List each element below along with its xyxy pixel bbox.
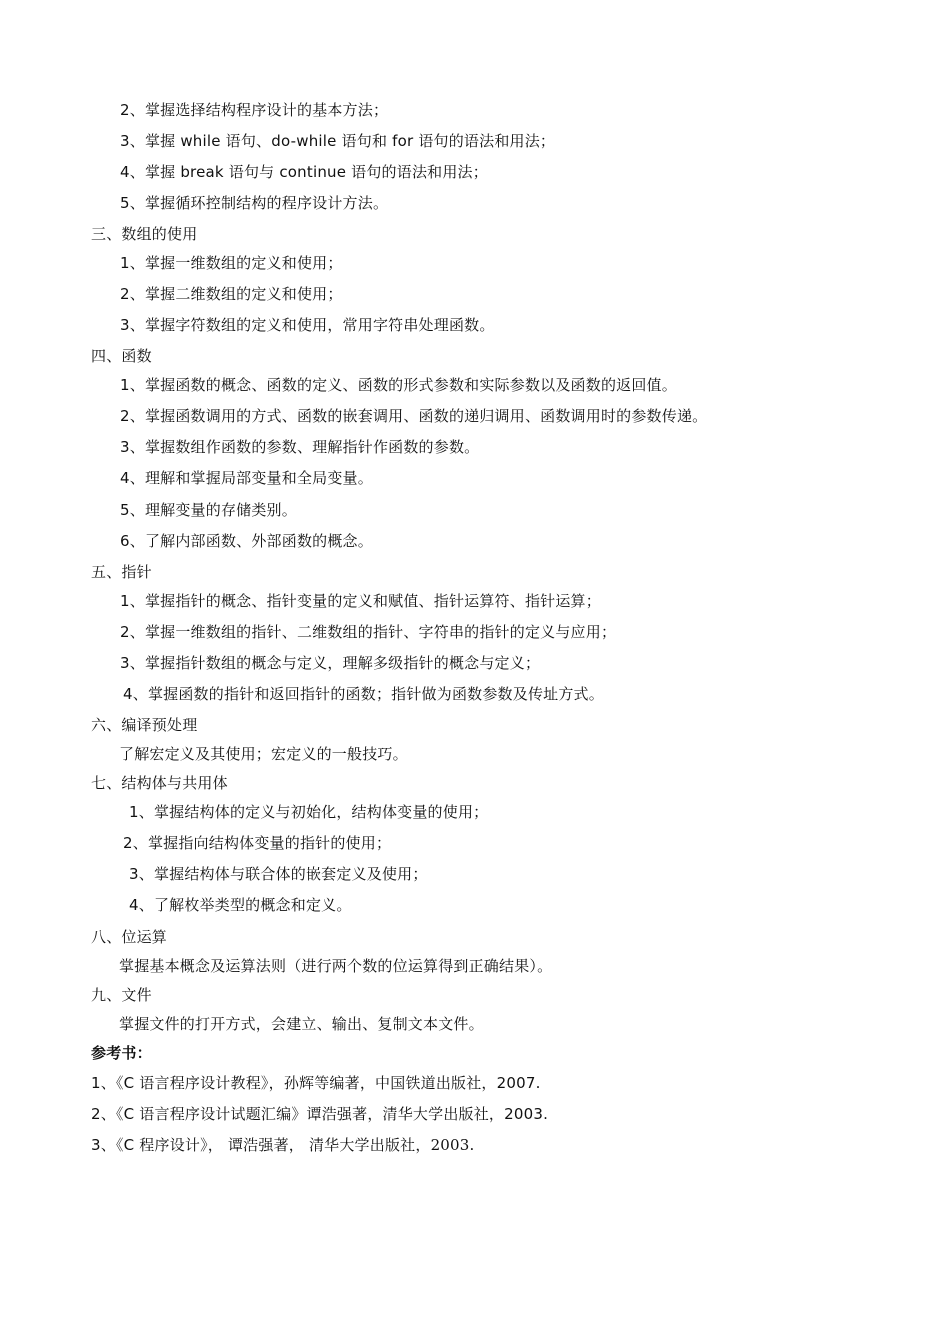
item-text: 语句和 — [336, 132, 393, 150]
item-number: 4 — [120, 469, 130, 487]
item-number: 2 — [120, 407, 130, 425]
item-number: 5 — [120, 194, 130, 212]
item-text: C — [123, 1136, 135, 1154]
item-number: 1 — [91, 1074, 101, 1092]
item-number: 2 — [120, 285, 130, 303]
section-heading: 八、位运算 — [91, 928, 168, 946]
item-number: 1 — [120, 376, 130, 394]
item-number: 4 — [120, 163, 130, 181]
item-number: 1 — [120, 592, 130, 610]
item-number: 3 — [91, 1136, 101, 1154]
list-item — [120, 437, 479, 457]
list-item — [120, 375, 677, 395]
item-text: 、掌握一维数组的指针、二维数组的指针、字符串的指针的定义与应用； — [129, 623, 617, 641]
item-text: 、掌握结构体与联合体的嵌套定义及使用； — [138, 865, 428, 883]
keyword: for — [392, 132, 414, 150]
section-heading: 六、编译预处理 — [91, 716, 198, 734]
list-item — [120, 531, 373, 551]
section-body: 掌握基本概念及运算法则（进行两个数的位运算得到正确结果）。 — [119, 957, 553, 975]
item-text: 、掌握函数调用的方式、函数的嵌套调用、函数的递归调用、函数调用时的参数传递。 — [129, 407, 708, 425]
item-text: 、《 — [100, 1074, 124, 1092]
list-item — [120, 253, 343, 273]
list-item — [120, 406, 707, 426]
references-heading: 参考书： — [91, 1044, 152, 1062]
item-text: 、理解和掌握局部变量和全局变量。 — [129, 469, 373, 487]
item-text: 、掌握二维数组的定义和使用； — [129, 285, 343, 303]
item-number: 2 — [120, 101, 130, 119]
section-heading: 四、函数 — [91, 347, 152, 365]
item-number: 6 — [120, 532, 130, 550]
section-body: 了解宏定义及其使用；宏定义的一般技巧。 — [119, 745, 408, 763]
item-number: 1 — [129, 803, 139, 821]
item-text: 、掌握指针的概念、指针变量的定义和赋值、指针运算符、指针运算； — [129, 592, 601, 610]
item-text: 、掌握循环控制结构的程序设计方法。 — [129, 194, 389, 212]
item-text: 程序设计》， 谭浩强著， 清华大学出版社， — [134, 1136, 431, 1154]
item-text: 、了解内部函数、外部函数的概念。 — [129, 532, 373, 550]
item-year: 2003. — [504, 1105, 549, 1123]
item-number: 3 — [120, 654, 130, 672]
section-heading: 七、结构体与共用体 — [91, 774, 228, 792]
item-number: 3 — [120, 132, 130, 150]
reference-item — [91, 1073, 541, 1093]
item-number: 3 — [120, 438, 130, 456]
list-item — [120, 100, 388, 120]
item-number: 5 — [120, 501, 130, 519]
item-text: 、掌握 — [129, 163, 181, 181]
list-item — [123, 833, 391, 853]
list-item — [120, 468, 373, 488]
reference-item — [91, 1135, 475, 1155]
item-text: 、掌握字符数组的定义和使用，常用字符串处理函数。 — [129, 316, 495, 334]
item-text: 语句的语法和用法； — [413, 132, 556, 150]
item-text: 、掌握函数的指针和返回指针的函数；指针做为函数参数及传址方式。 — [132, 685, 604, 703]
list-item — [120, 653, 540, 673]
item-number: 4 — [123, 685, 133, 703]
item-text: 、掌握函数的概念、函数的定义、函数的形式参数和实际参数以及函数的返回值。 — [129, 376, 677, 394]
list-item — [129, 864, 428, 884]
item-year: 2007. — [496, 1074, 541, 1092]
list-item — [120, 162, 488, 182]
item-number: 2 — [120, 623, 130, 641]
keyword: continue — [279, 163, 347, 181]
keyword: break — [180, 163, 224, 181]
section-heading: 九、文件 — [91, 986, 152, 1004]
item-text: 、掌握数组作函数的参数、理解指针作函数的参数。 — [129, 438, 480, 456]
section-body: 掌握文件的打开方式，会建立、输出、复制文本文件。 — [119, 1015, 484, 1033]
item-text: 语句与 — [223, 163, 280, 181]
list-item — [129, 895, 352, 915]
list-item — [129, 802, 488, 822]
item-text: 、掌握 — [129, 132, 181, 150]
item-number: 3 — [129, 865, 139, 883]
item-text: 、掌握一维数组的定义和使用； — [129, 254, 343, 272]
item-number: 3 — [120, 316, 130, 334]
item-text: 、《 — [100, 1136, 124, 1154]
keyword: do-while — [271, 132, 337, 150]
item-text: 、掌握选择结构程序设计的基本方法； — [129, 101, 389, 119]
list-item — [120, 193, 388, 213]
section-heading: 五、指针 — [91, 563, 152, 581]
item-text: 、了解枚举类型的概念和定义。 — [138, 896, 352, 914]
item-text: C — [123, 1105, 135, 1123]
item-text: C — [123, 1074, 135, 1092]
item-text: 、掌握结构体的定义与初始化，结构体变量的使用； — [138, 803, 489, 821]
list-item — [120, 284, 343, 304]
item-text: 语言程序设计教程》，孙辉等编著，中国铁道出版社， — [134, 1074, 497, 1092]
section-heading: 三、数组的使用 — [91, 225, 198, 243]
item-text: 语句的语法和用法； — [346, 163, 488, 181]
item-text: 、掌握指向结构体变量的指针的使用； — [132, 834, 392, 852]
list-item — [120, 315, 495, 335]
item-number: 4 — [129, 896, 139, 914]
list-item — [120, 591, 601, 611]
list-item — [120, 622, 616, 642]
item-text: 、《 — [100, 1105, 124, 1123]
list-item — [123, 684, 604, 704]
item-year: 2003. — [430, 1136, 475, 1154]
item-text: 、理解变量的存储类别。 — [129, 501, 297, 519]
list-item — [120, 500, 297, 520]
reference-item — [91, 1104, 548, 1124]
keyword: while — [180, 132, 221, 150]
item-text: 语句、 — [220, 132, 272, 150]
item-number: 2 — [91, 1105, 101, 1123]
item-text: 、掌握指针数组的概念与定义，理解多级指针的概念与定义； — [129, 654, 541, 672]
list-item — [120, 131, 555, 151]
item-number: 1 — [120, 254, 130, 272]
item-text: 语言程序设计试题汇编》谭浩强著，清华大学出版社， — [134, 1105, 505, 1123]
item-number: 2 — [123, 834, 133, 852]
